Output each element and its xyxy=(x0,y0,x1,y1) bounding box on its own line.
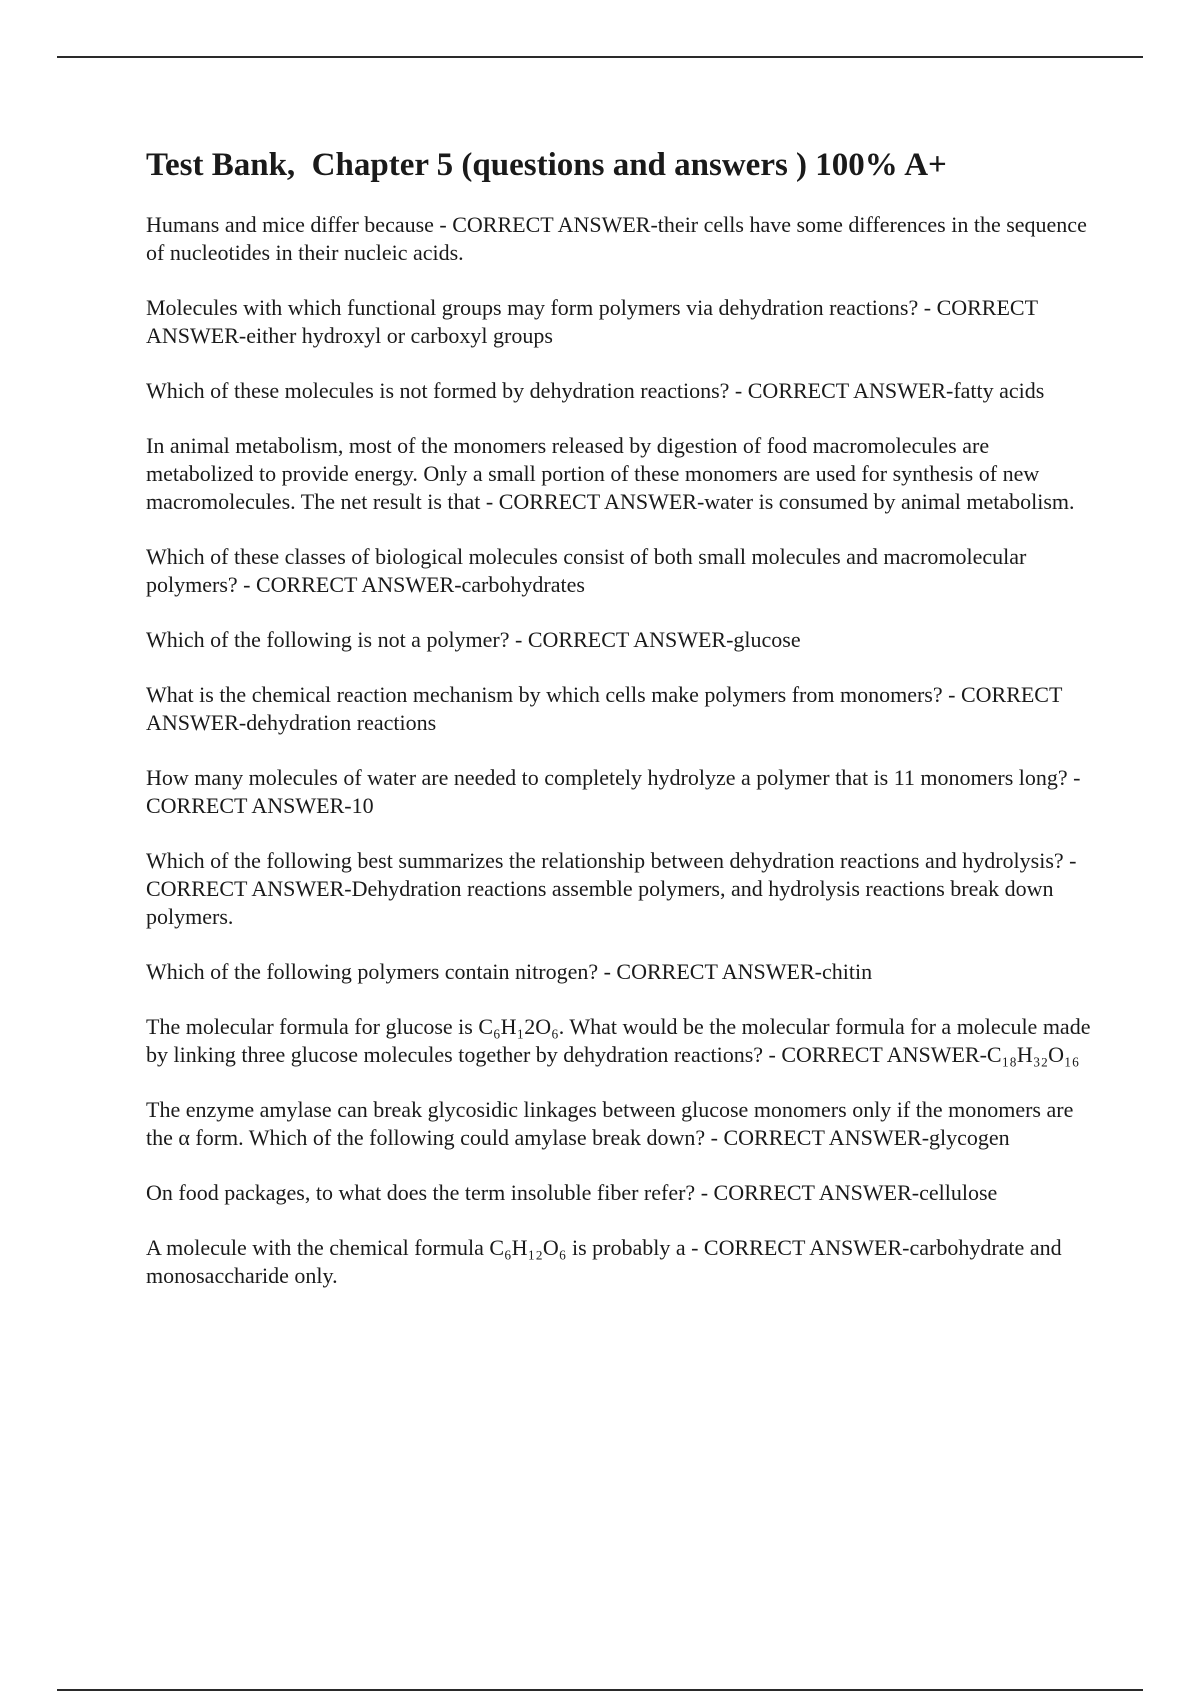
qa-item-4: In animal metabolism, most of the monomers released by digestion of food macromolecules are metabolized to provide energy. Only a small portion of these monomers are used for synthesis of new macromolecules. The net result is that - CORRECT ANSWER-water is consumed by animal metabolism. xyxy=(146,433,1075,514)
qa-item-8: How many molecules of water are needed to completely hydrolyze a polymer that is 11 monomers long? - CORRECT ANSWER-10 xyxy=(146,765,1081,818)
qa-item-5: Which of these classes of biological molecules consist of both small molecules and macromolecular polymers? - CORRECT ANSWER-carbohydrates xyxy=(146,544,1027,597)
bottom-divider xyxy=(57,1689,1143,1691)
qa-item-7: What is the chemical reaction mechanism by which cells make polymers from monomers? - CORRECT ANSWER-dehydration reactions xyxy=(146,682,1063,735)
qa-item-1: Humans and mice differ because - CORRECT ANSWER-their cells have some differences in the sequence of nucleotides in their nucleic acids. xyxy=(146,212,1087,265)
top-divider xyxy=(57,56,1143,58)
document-body xyxy=(146,140,1096,1317)
qa-item-6: Which of the following is not a polymer? - CORRECT ANSWER-glucose xyxy=(146,627,801,652)
qa-item-9: Which of the following best summarizes the relationship between dehydration reactions and hydrolysis? - CORRECT ANSWER-Dehydration reactions assemble polymers, and hydrolysis reactions break down polymers. xyxy=(146,848,1077,929)
qa-item-2: Molecules with which functional groups may form polymers via dehydration reactions? - CORRECT ANSWER-either hydroxyl or carboxyl groups xyxy=(146,295,1038,348)
qa-item-12: The enzyme amylase can break glycosidic linkages between glucose monomers only if the monomers are the α form. Which of the following could amylase break down? - CORRECT ANSWER-glycogen xyxy=(146,1097,1074,1150)
qa-item-11: The molecular formula for glucose is C₆H₁2O₆. What would be the molecular formula for a molecule made by linking three glucose molecules together by dehydration reactions? - CORRECT ANSWER-C₁₈H₃₂O₁₆ xyxy=(146,1014,1091,1067)
qa-item-13: On food packages, to what does the term insoluble fiber refer? - CORRECT ANSWER-cellulose xyxy=(146,1180,998,1205)
qa-item-3: Which of these molecules is not formed by dehydration reactions? - CORRECT ANSWER-fatty acids xyxy=(146,378,1045,403)
qa-item-14: A molecule with the chemical formula C₆H₁₂O₆ is probably a - CORRECT ANSWER-carbohydrate and monosaccharide only. xyxy=(146,1235,1062,1288)
qa-item-10: Which of the following polymers contain nitrogen? - CORRECT ANSWER-chitin xyxy=(146,959,873,984)
document-title: Test Bank, Chapter 5 (questions and answers ) 100% A+ xyxy=(146,147,947,183)
